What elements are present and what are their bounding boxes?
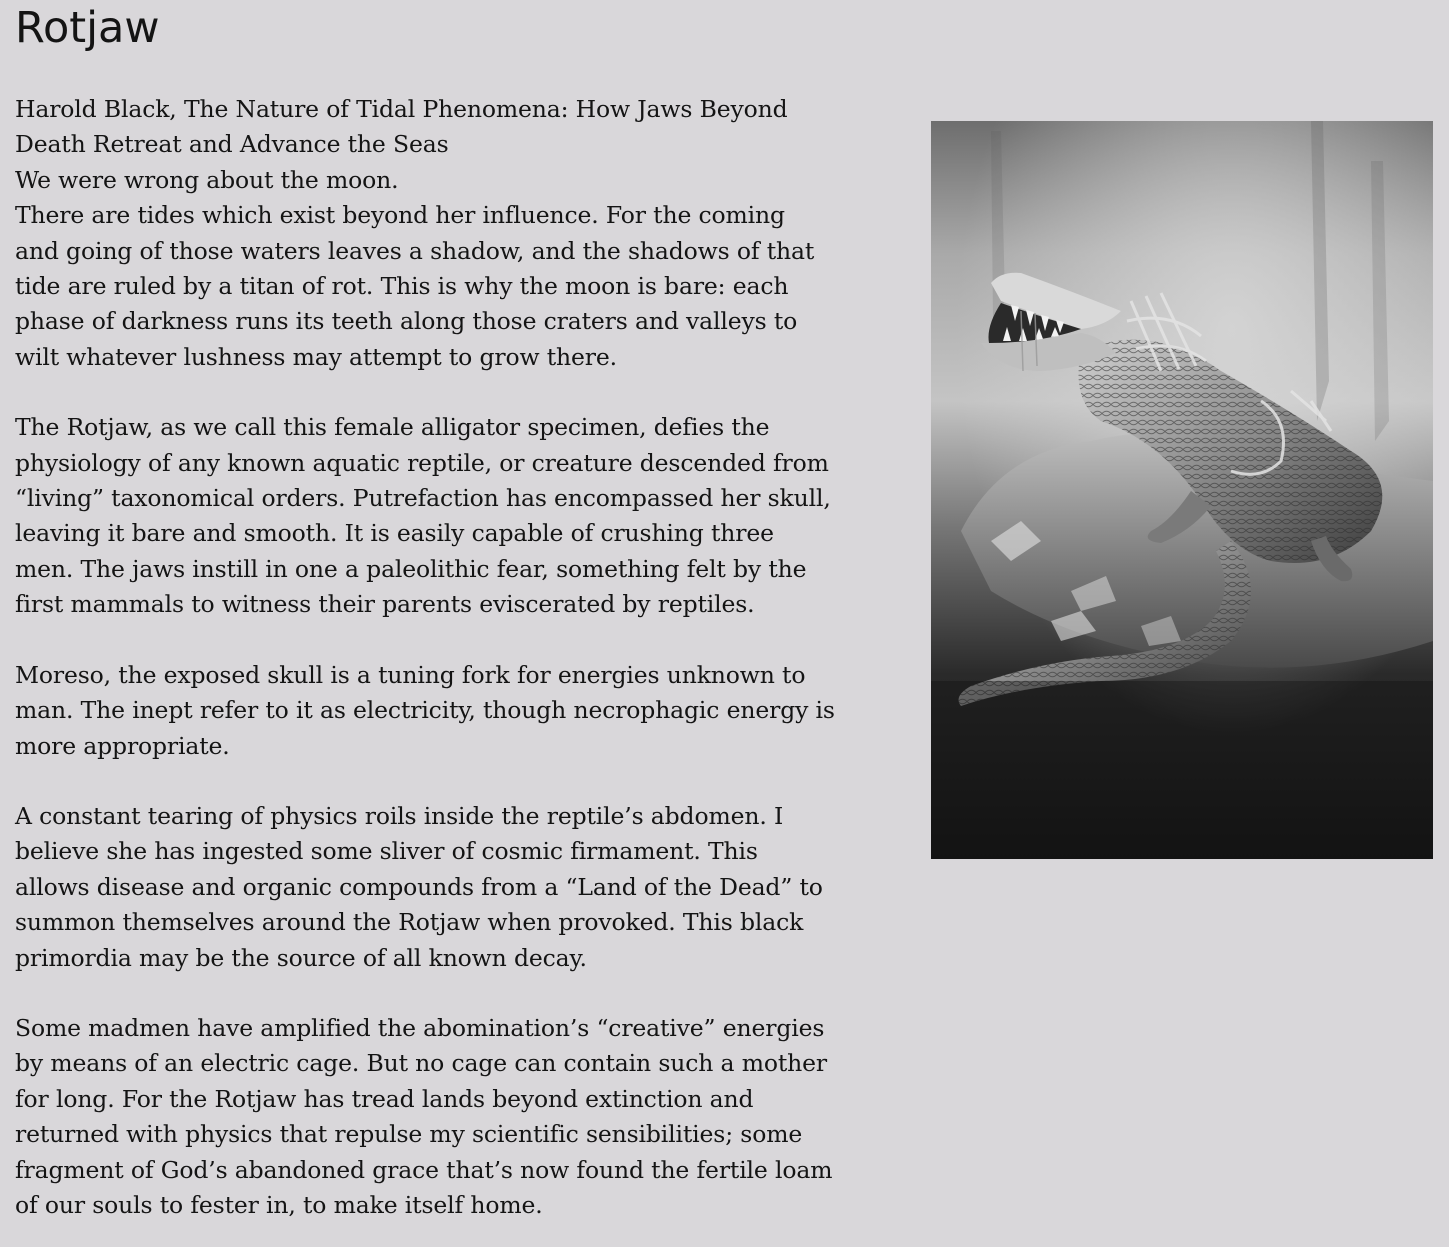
paragraph-skull	[15, 658, 855, 764]
text-line: The Rotjaw, as we call this female alligator specimen, defies the	[15, 413, 770, 442]
text-line: more appropriate.	[15, 731, 230, 760]
text-line: by means of an electric cage. But no cage can contain such a mother	[15, 1049, 827, 1078]
text-line: There are tides which exist beyond her influence. For the coming	[15, 201, 785, 230]
paragraph-specimen	[15, 410, 855, 622]
text-line: phase of darkness runs its teeth along those craters and valleys to	[15, 307, 798, 336]
text-line: physiology of any known aquatic reptile, or creature descended from	[15, 448, 829, 477]
text-line: summon themselves around the Rotjaw when provoked. This black	[15, 908, 804, 937]
text-line: wilt whatever lushness may attempt to grow there.	[15, 342, 617, 371]
rotjaw-illustration	[931, 121, 1433, 859]
text-line: and going of those waters leaves a shadow, and the shadows of that	[15, 236, 815, 265]
text-line: returned with physics that repulse my scientific sensibilities; some	[15, 1120, 803, 1149]
source-citation	[15, 92, 855, 163]
text-line: Moreso, the exposed skull is a tuning fork for energies unknown to	[15, 660, 806, 689]
text-line: tide are ruled by a titan of rot. This is why the moon is bare: each	[15, 272, 789, 301]
text-line: A constant tearing of physics roils inside the reptile’s abdomen. I	[15, 801, 784, 830]
paragraph-moon	[15, 163, 855, 375]
alligator-artwork	[931, 121, 1433, 859]
text-line: first mammals to witness their parents eviscerated by reptiles.	[15, 590, 755, 619]
source-line: Harold Black, The Nature of Tidal Phenomena: How Jaws Beyond	[15, 95, 788, 123]
paragraph-cage	[15, 1011, 855, 1223]
text-line: fragment of God’s abandoned grace that’s now found the fertile loam	[15, 1155, 833, 1184]
text-line: allows disease and organic compounds from a “Land of the Dead” to	[15, 872, 823, 901]
text-line: Some madmen have amplified the abomination’s “creative” energies	[15, 1013, 825, 1042]
text-line: primordia may be the source of all known decay.	[15, 943, 587, 972]
page-title: Rotjaw	[15, 3, 160, 53]
article-body	[15, 92, 855, 1247]
source-line: Death Retreat and Advance the Seas	[15, 130, 449, 159]
text-line: leaving it bare and smooth. It is easily capable of crushing three	[15, 519, 774, 548]
text-line: man. The inept refer to it as electricity, though necrophagic energy is	[15, 696, 835, 725]
text-line: “living” taxonomical orders. Putrefaction has encompassed her skull,	[15, 484, 831, 513]
text-line: We were wrong about the moon.	[15, 165, 399, 194]
text-line: believe she has ingested some sliver of cosmic firmament. This	[15, 837, 758, 866]
text-line: for long. For the Rotjaw has tread lands beyond extinction and	[15, 1084, 754, 1113]
text-line: men. The jaws instill in one a paleolithic fear, something felt by the	[15, 554, 807, 583]
text-line: of our souls to fester in, to make itself home.	[15, 1190, 543, 1219]
paragraph-abdomen	[15, 799, 855, 976]
